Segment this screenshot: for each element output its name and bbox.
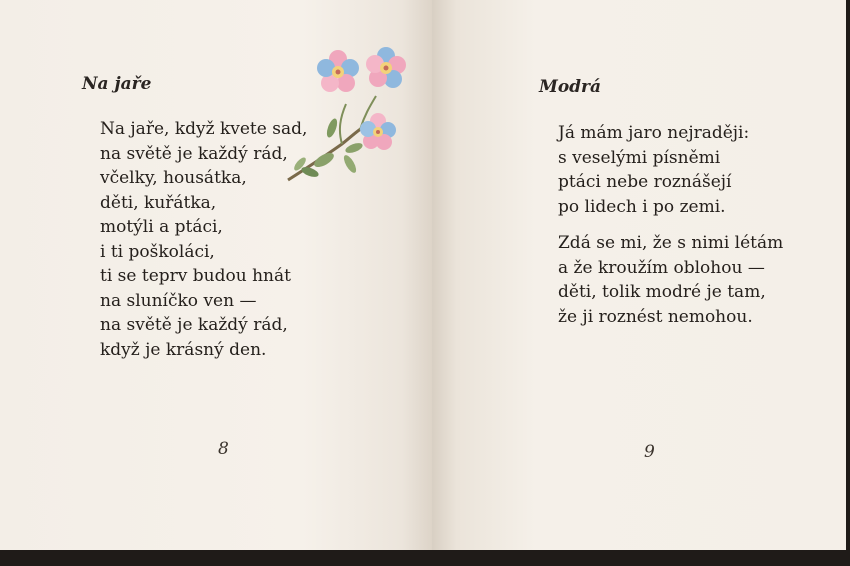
poem-na-jare	[100, 117, 307, 362]
poem-line: s veselými písněmi	[558, 147, 721, 168]
poem-line: Zdá se mi, že s nimi létám	[558, 233, 784, 253]
poem-line: ptáci nebe roznášejí	[558, 172, 732, 192]
scan-edge-bottom	[0, 550, 850, 566]
poem-line: když je krásný den.	[100, 339, 267, 360]
right-page	[432, 0, 846, 550]
poem-line: a že kroužím oblohou —	[558, 257, 765, 278]
poem-line: děti, kuřátka,	[100, 192, 217, 213]
poem-line: že ji roznést nemohou.	[558, 306, 753, 327]
left-page	[0, 0, 432, 550]
poem-line: po lidech i po zemi.	[558, 196, 726, 217]
poem-modra	[558, 121, 783, 329]
poem-line: Na jaře, když kvete sad,	[100, 119, 308, 139]
poem-line: na sluníčko ven —	[100, 290, 257, 311]
poem-line: motýli a ptáci,	[100, 217, 223, 237]
poem-line: i ti poškoláci,	[100, 241, 215, 262]
poem-line: Já mám jaro nejraději:	[558, 123, 750, 143]
page-number-left: 8	[218, 439, 229, 459]
poem-line: ti se teprv budou hnát	[100, 266, 291, 286]
page-number-right: 9	[644, 442, 655, 462]
poem-line: děti, tolik modré je tam,	[558, 282, 766, 302]
poem-title-modra: Modrá	[539, 77, 602, 97]
poem-line: na světě je každý rád,	[100, 143, 288, 164]
poem-title-na-jare: Na jaře	[82, 74, 152, 94]
poem-line: na světě je každý rád,	[100, 315, 288, 335]
stanza-break	[558, 219, 783, 231]
poem-line: včelky, housátka,	[100, 168, 247, 188]
scan-edge-right	[846, 0, 850, 566]
